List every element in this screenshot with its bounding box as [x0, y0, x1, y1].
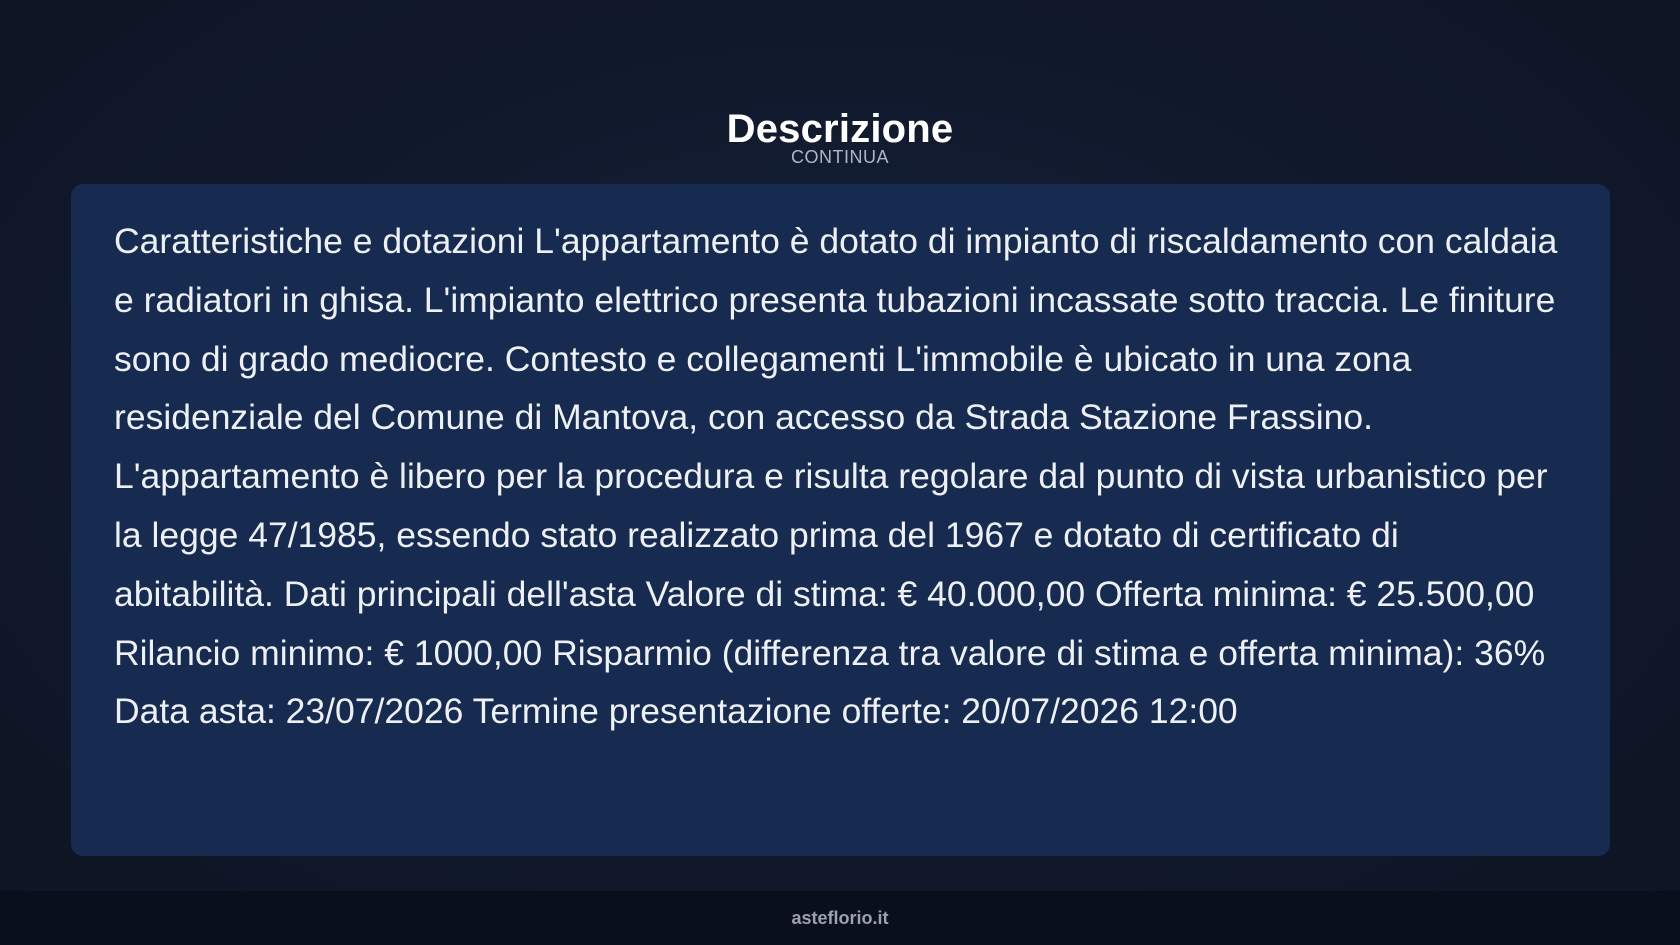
footer-site-link[interactable]: asteflorio.it	[791, 908, 889, 928]
section-title: Descrizione	[726, 106, 954, 151]
description-card	[71, 184, 1610, 856]
continue-link[interactable]: CONTINUA	[791, 147, 889, 167]
footer-bar	[0, 891, 1680, 945]
description-text: Caratteristiche e dotazioni L'appartamento è dotato di impianto di riscaldamento con caldaia e radiatori in ghisa. L'impianto elettrico presenta tubazioni incassate sotto traccia. Le finiture sono di grado mediocre. Contesto e collegamenti L'immobile è ubicato in una zona residenziale del Comune di Mantova, con accesso da Strada Stazione Frassino. L'appartamento è libero per la procedura e risulta regolare dal punto di vista urbanistico per la legge 47/1985, essendo stato realizzato prima del 1967 e dotato di certificato di abitabilità. Dati principali dell'asta Valore di stima: € 40.000,00 Offerta minima: € 25.500,00 Rilancio minimo: € 1000,00 Risparmio (differenza tra valore di stima e offerta minima): 36% Data asta: 23/07/2026 Termine presentazione offerte: 20/07/2026 12:00	[114, 221, 1558, 732]
